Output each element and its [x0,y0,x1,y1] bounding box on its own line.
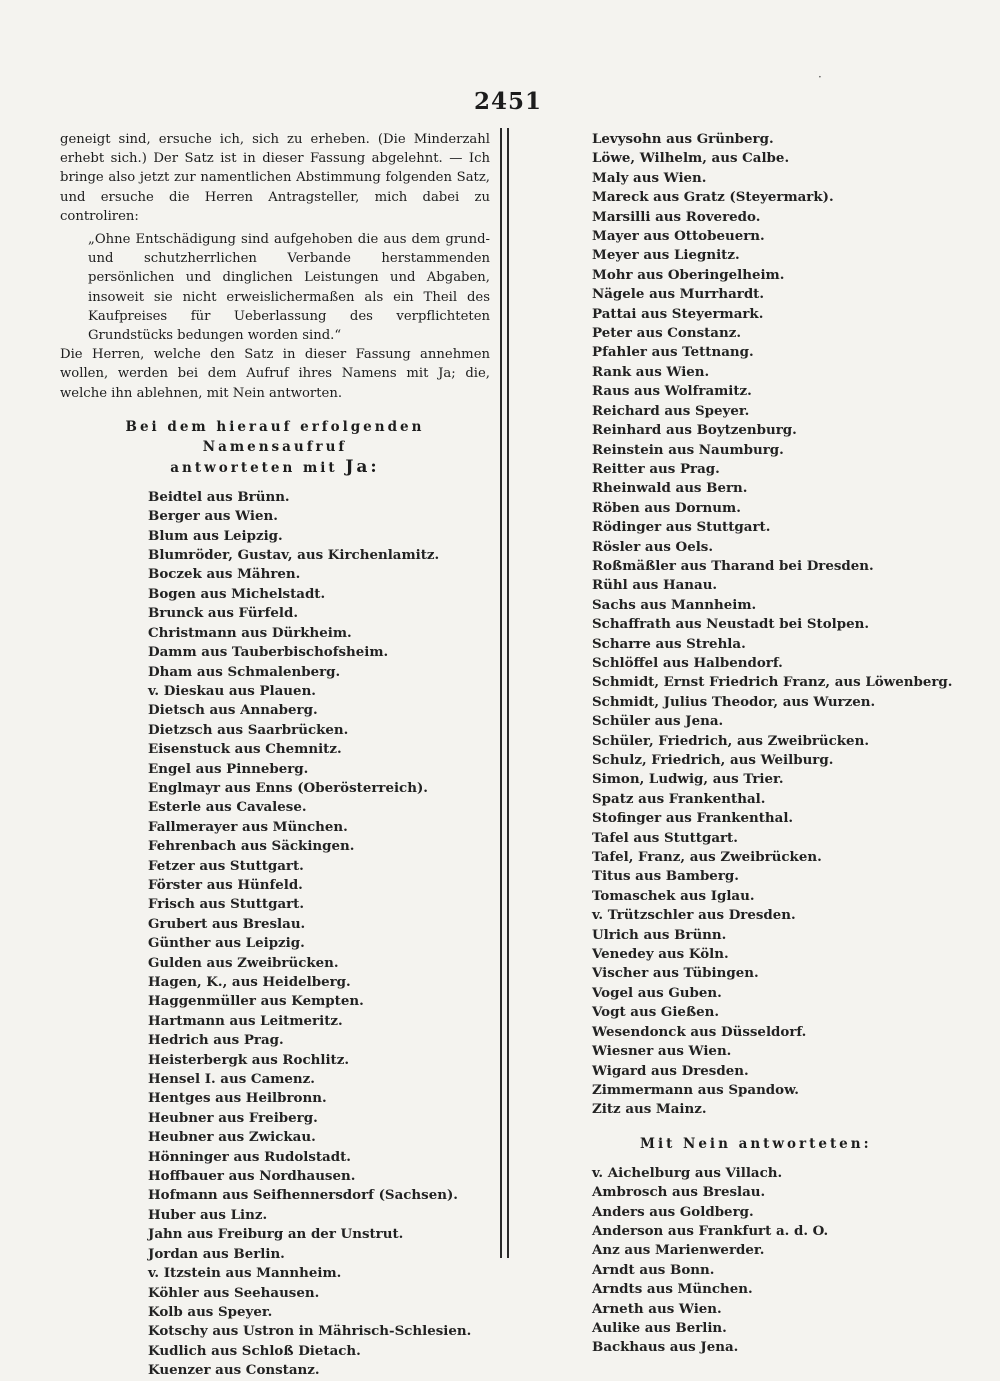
name-entry: Brunck aus Fürfeld. [148,605,299,622]
name-entry: Zitz aus Mainz. [592,1101,707,1118]
name-entry: Eisenstuck aus Chemnitz. [148,741,342,758]
ja-heading-prefix: antworteten mit [170,459,338,476]
name-entry: Haggenmüller aus Kempten. [148,993,364,1010]
name-entry: Arndts aus München. [592,1281,753,1298]
name-entry: Esterle aus Cavalese. [148,799,307,816]
name-entry: Vischer aus Tübingen. [592,965,759,982]
name-entry: Pattai aus Steyermark. [592,305,764,322]
name-entry: Dietzsch aus Saarbrücken. [148,721,349,738]
name-entry: Reinhard aus Boytzenburg. [592,422,797,439]
name-entry: Heubner aus Freiberg. [148,1109,318,1126]
name-entry: Gulden aus Zweibrücken. [148,954,339,971]
ja-names-list-left [148,488,490,1381]
voting-instructions: Die Herren, welche den Satz in dieser Fassung annehmen wollen, werden bei dem Aufruf ihres Namens mit Ja; die, welche ihn ablehnen, mit Nein antworten. [60,347,490,401]
name-entry: Rheinwald aus Bern. [592,480,748,497]
name-entry: Fetzer aus Stuttgart. [148,857,304,874]
name-entry: Schmidt, Ernst Friedrich Franz, aus Löwenberg. [592,674,953,691]
corner-mark: · [818,70,822,84]
name-entry: Köhler aus Seehausen. [148,1284,320,1301]
name-entry: Kuenzer aus Constanz. [148,1362,320,1379]
name-entry: Christmann aus Dürkheim. [148,624,352,641]
name-entry: Berger aus Wien. [148,508,278,525]
page-number: 2451 [474,88,543,115]
name-entry: Reichard aus Speyer. [592,402,750,419]
name-entry: Englmayr aus Enns (Oberösterreich). [148,779,428,796]
name-entry: Tafel, Franz, aus Zweibrücken. [592,849,822,866]
name-entry: Mayer aus Ottobeuern. [592,228,765,245]
nein-heading: Mit Nein antworteten: [640,1135,872,1152]
name-entry: Kolb aus Speyer. [148,1303,273,1320]
name-entry: Schlöffel aus Halbendorf. [592,654,783,671]
ja-heading-line2 [60,457,490,478]
name-entry: Stofinger aus Frankenthal. [592,810,794,827]
name-entry: Simon, Ludwig, aus Trier. [592,771,784,788]
name-entry: Wesendonck aus Düsseldorf. [592,1023,807,1040]
name-entry: Dietsch aus Annaberg. [148,702,318,719]
ja-heading [60,417,490,478]
name-entry: Schulz, Friedrich, aus Weilburg. [592,752,834,768]
ja-heading-line1: Bei dem hierauf erfolgenden Namensaufruf [125,418,425,455]
name-entry: Pfahler aus Tettnang. [592,344,754,361]
column-divider [500,128,509,1258]
name-entry: Mareck aus Gratz (Steyermark). [592,189,834,206]
name-entry: Wiesner aus Wien. [592,1043,732,1060]
name-entry: Fehrenbach aus Säckingen. [148,838,355,855]
name-entry: Heubner aus Zwickau. [148,1129,316,1146]
name-entry: Reinstein aus Naumburg. [592,441,784,458]
name-entry: Anderson aus Frankfurt a. d. O. [592,1222,829,1239]
name-entry: Titus aus Bamberg. [592,868,739,885]
name-entry: Levysohn aus Grünberg. [592,131,774,147]
name-entry: Förster aus Hünfeld. [148,876,303,893]
name-entry: Reitter aus Prag. [592,460,720,477]
name-entry: Mohr aus Oberingelheim. [592,266,785,283]
name-entry: Hagen, K., aus Heidelberg. [148,974,351,990]
name-entry: Tomaschek aus Iglau. [592,887,755,904]
name-entry: Hedrich aus Prag. [148,1032,284,1049]
name-entry: Jordan aus Berlin. [148,1245,285,1262]
name-entry: v. Itzstein aus Mannheim. [148,1265,342,1282]
name-entry: Venedey aus Köln. [592,946,729,963]
name-entry: Rödinger aus Stuttgart. [592,519,771,536]
name-entry: Frisch aus Stuttgart. [148,896,305,913]
name-entry: Zimmermann aus Spandow. [592,1081,799,1098]
name-entry: Anz aus Marienwerder. [592,1242,765,1259]
ja-names-list-right [592,130,952,1120]
name-entry: Nägele aus Murrhardt. [592,286,765,303]
name-entry: Schüler, Friedrich, aus Zweibrücken. [592,732,869,749]
name-entry: Fallmerayer aus München. [148,818,348,835]
name-entry: Backhaus aus Jena. [592,1339,739,1356]
name-entry: Kotschy aus Ustron in Mährisch-Schlesien. [148,1323,472,1340]
name-entry: Rühl aus Hanau. [592,577,718,594]
name-entry: Ambrosch aus Breslau. [592,1184,766,1201]
name-entry: v. Dieskau aus Plauen. [148,682,316,699]
name-entry: Raus aus Wolframitz. [592,383,752,400]
name-entry: Roßmäßler aus Tharand bei Dresden. [592,557,874,574]
name-entry: Jahn aus Freiburg an der Unstrut. [148,1226,404,1243]
intro-paragraph: geneigt sind, ersuche ich, sich zu erheben. (Die Minderzahl erhebt sich.) Der Satz ist in dieser Fassung abgelehnt. — Ich bringe also jetzt zur namentlichen Abstimmung folgenden Satz, und ersuche die Herren Antragsteller, mich dabei zu controliren: [60,132,490,224]
right-column [592,130,952,1358]
name-entry: Damm aus Tauberbischofsheim. [148,644,389,661]
name-entry: Vogt aus Gießen. [592,1004,720,1021]
name-entry: Hartmann aus Leitmeritz. [148,1012,343,1029]
name-entry: Beidtel aus Brünn. [148,488,290,505]
name-entry: Rösler aus Oels. [592,538,714,555]
name-entry: Scharre aus Strehla. [592,635,746,652]
name-entry: Dham aus Schmalenberg. [148,663,341,680]
name-entry: Hentges aus Heilbronn. [148,1090,327,1107]
name-entry: Hoffbauer aus Nordhausen. [148,1168,356,1185]
name-entry: Tafel aus Stuttgart. [592,829,738,846]
name-entry: Blumröder, Gustav, aus Kirchenlamitz. [148,547,440,564]
name-entry: v. Trützschler aus Dresden. [592,907,796,924]
name-entry: Peter aus Constanz. [592,325,741,342]
name-entry: Schaffrath aus Neustadt bei Stolpen. [592,616,870,633]
name-entry: Hensel I. aus Camenz. [148,1071,315,1088]
name-entry: Wigard aus Dresden. [592,1062,749,1079]
name-entry: Kudlich aus Schloß Dietach. [148,1342,361,1359]
name-entry: Aulike aus Berlin. [592,1319,727,1336]
name-entry: Bogen aus Michelstadt. [148,585,326,602]
name-entry: Schmidt, Julius Theodor, aus Wurzen. [592,693,876,710]
name-entry: Spatz aus Frankenthal. [592,790,766,807]
name-entry: Meyer aus Liegnitz. [592,247,740,264]
name-entry: Röben aus Dornum. [592,499,741,516]
name-entry: Schüler aus Jena. [592,713,724,730]
name-entry: Günther aus Leipzig. [148,935,305,952]
name-entry: Sachs aus Mannheim. [592,596,757,613]
name-entry: Anders aus Goldberg. [592,1203,754,1220]
name-entry: Ulrich aus Brünn. [592,926,727,943]
name-entry: Blum aus Leipzig. [148,527,283,544]
ja-heading-word: Ja: [345,456,380,477]
name-entry: Grubert aus Breslau. [148,915,306,932]
name-entry: Löwe, Wilhelm, aus Calbe. [592,150,790,167]
name-entry: Engel aus Pinneberg. [148,760,309,777]
name-entry: Vogel aus Guben. [592,984,722,1001]
name-entry: Maly aus Wien. [592,169,707,186]
left-column [60,130,490,1381]
name-entry: Heisterbergk aus Rochlitz. [148,1051,349,1068]
name-entry: Huber aus Linz. [148,1206,268,1223]
motion-quote: „Ohne Entschädigung sind aufgehoben die aus dem grund- und schutzherrlichen Verbande herstammenden persönlichen und dinglichen Leistungen und Abgaben, insoweit sie nicht erweislichermaßen als ein Theil des Kaufpreises für Ueberlassung des verpflichteten Grundstücks bedungen worden sind.“ [88,232,490,344]
name-entry: v. Aichelburg aus Villach. [592,1164,783,1181]
nein-names-list [592,1164,952,1358]
name-entry: Marsilli aus Roveredo. [592,208,761,225]
name-entry: Arneth aus Wien. [592,1300,722,1317]
name-entry: Boczek aus Mähren. [148,566,301,583]
name-entry: Hofmann aus Seifhennersdorf (Sachsen). [148,1187,458,1204]
name-entry: Rank aus Wien. [592,363,710,380]
name-entry: Arndt aus Bonn. [592,1261,715,1278]
name-entry: Hönninger aus Rudolstadt. [148,1148,351,1165]
